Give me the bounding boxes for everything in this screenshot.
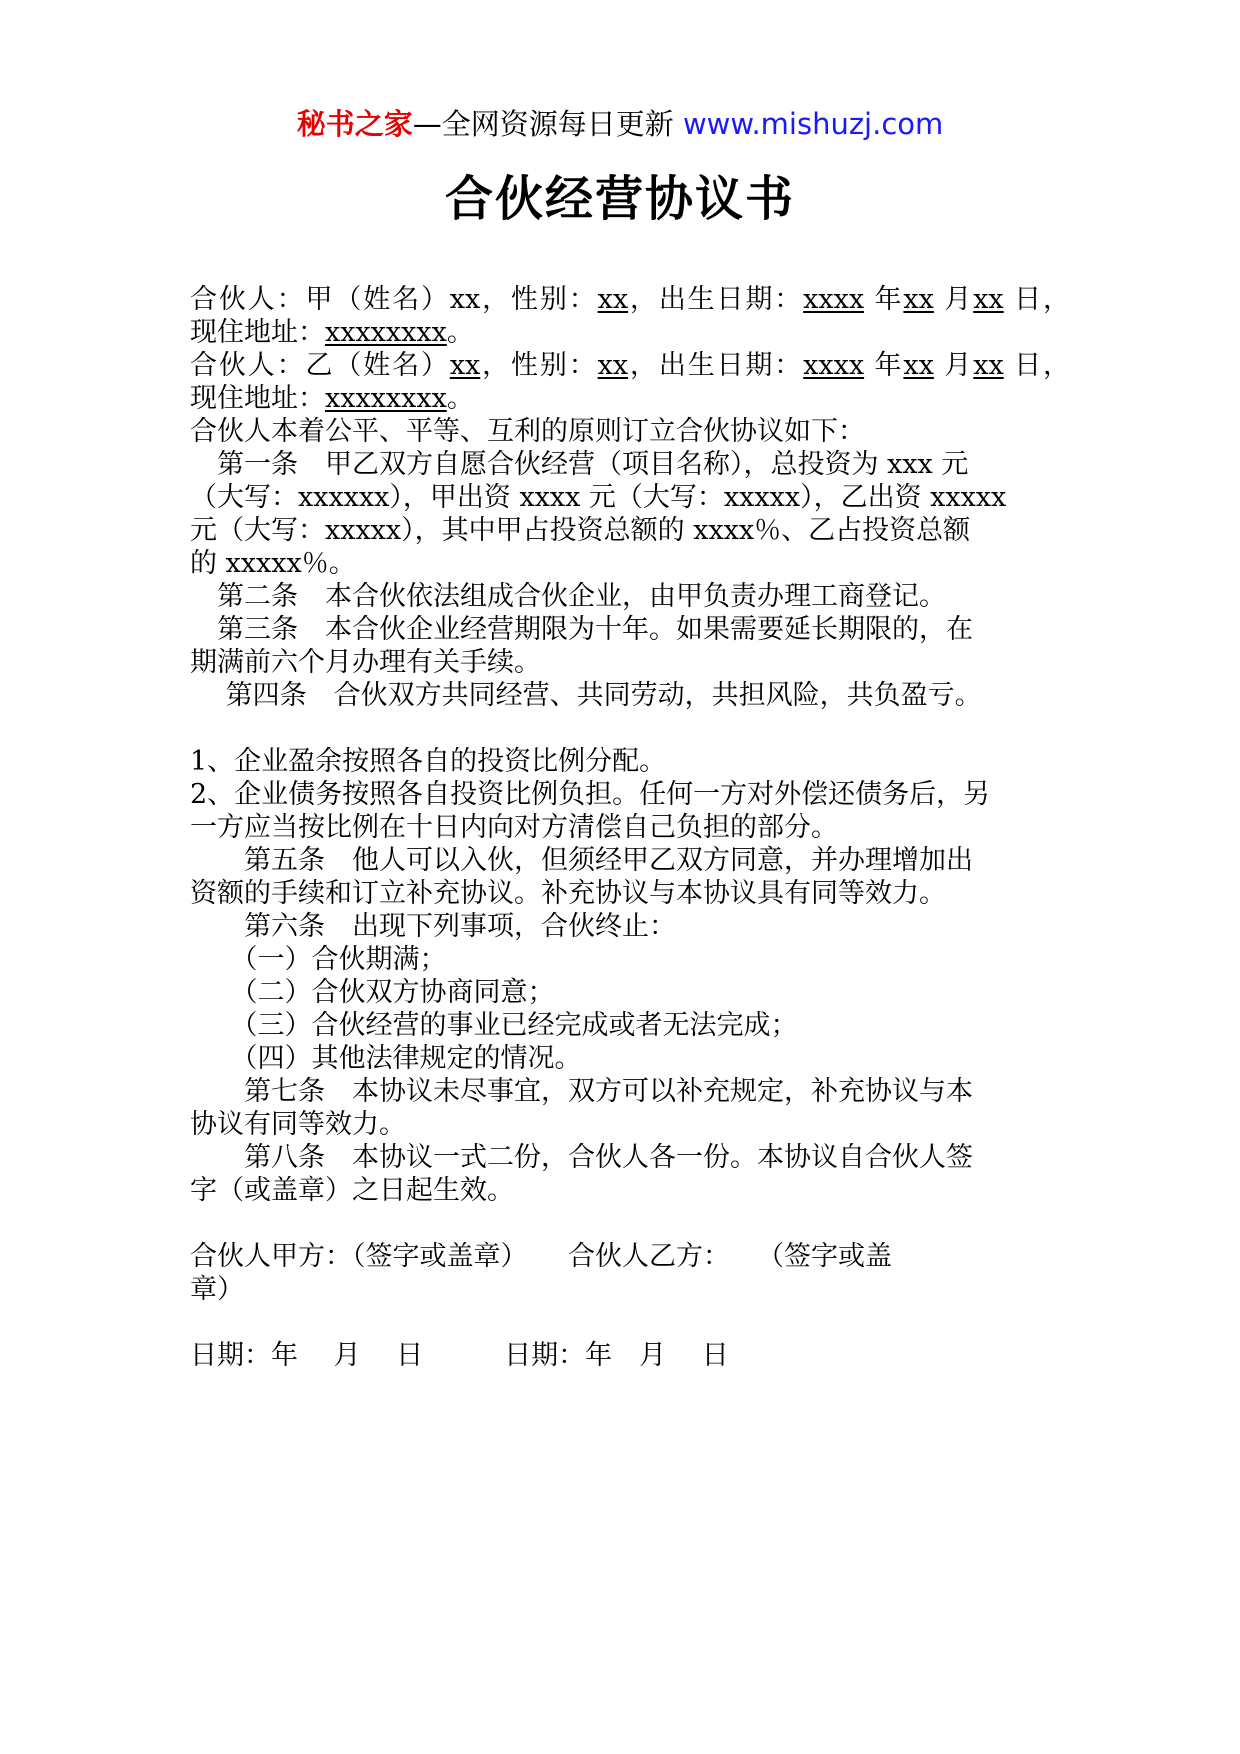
partner-b-name: xx (449, 350, 481, 381)
partner-b-label: 合伙人：乙（姓名） (190, 350, 450, 381)
termination-term: （四）其他法律规定的情况。 (190, 1043, 582, 1074)
profit-item: 1、企业盈余按照各自的投资比例分配。 (190, 746, 667, 777)
article-8-line: 第八条 本协议一式二份，合伙人各一份。本协议自合伙人签 (190, 1142, 973, 1173)
partner-a-gender: xx (597, 284, 629, 315)
article-1-line: 第一条 甲乙双方自愿合伙经营（项目名称），总投资为 xxx 元 (190, 449, 969, 480)
date-line: 日期：年 月 日 日期：年 月 日 (190, 1340, 729, 1371)
partner-b-gender-label: ，性别： (480, 350, 598, 381)
site-url-link[interactable]: www.mishuzj.com (682, 107, 944, 141)
partner-b-month-label: 月 (944, 350, 974, 381)
partner-a-address: xxxxxxxx (325, 317, 447, 348)
partner-b-address: xxxxxxxx (325, 383, 447, 414)
brand-name: 秘书之家 (296, 107, 413, 141)
partner-b-day: xx (973, 350, 1004, 381)
partner-b-day-label: 日， (1014, 350, 1071, 381)
partner-b-line (190, 349, 1070, 382)
article-1-line: （大写：xxxxxx），甲出资 xxxx 元（大写：xxxxx），乙出资 xxxxx (190, 482, 1007, 513)
article-7-line: 协议有同等效力。 (190, 1109, 406, 1140)
partner-a-year-label: 年 (874, 284, 904, 315)
blank-line (190, 1207, 1070, 1240)
blank-line (190, 712, 1070, 745)
partner-a-address-end: 。 (446, 317, 474, 348)
debt-item-line: 2、企业债务按照各自投资比例负担。任何一方对外偿还债务后，另 (190, 779, 991, 810)
partner-a-day-label: 日， (1014, 284, 1070, 315)
article-8-line: 字（或盖章）之日起生效。 (190, 1175, 514, 1206)
partner-a-address-line (190, 316, 1070, 349)
partner-b-birth-label: ，出生日期： (628, 350, 804, 381)
document-title: 合伙经营协议书 (444, 171, 795, 227)
partner-a-day: xx (973, 284, 1004, 315)
debt-item-line: 一方应当按比例在十日内向对方清偿自己负担的部分。 (190, 812, 838, 843)
partner-a-month-label: 月 (944, 284, 974, 315)
partner-b-month: xx (903, 350, 934, 381)
intro-paragraph: 合伙人本着公平、平等、互利的原则订立合伙协议如下： (190, 416, 865, 447)
signature-line: 合伙人甲方：（签字或盖章） 合伙人乙方： （签字或盖 (190, 1241, 892, 1272)
site-header (0, 102, 1240, 143)
article-3-line: 第三条 本合伙企业经营期限为十年。如果需要延长期限的，在 (190, 614, 973, 645)
partner-b-address-line (190, 382, 1070, 415)
partner-b-year: xxxx (803, 350, 865, 381)
partner-a-birth-label: ，出生日期： (628, 284, 804, 315)
partner-a-month: xx (903, 284, 934, 315)
partner-a-year: xxxx (803, 284, 865, 315)
article-3-line: 期满前六个月办理有关手续。 (190, 647, 541, 678)
partner-b-year-label: 年 (874, 350, 904, 381)
signature-line: 章） (190, 1274, 244, 1305)
partner-a-line (190, 283, 1070, 316)
header-tagline: —全网资源每日更新 (412, 107, 674, 141)
blank-line (190, 1306, 1070, 1339)
termination-term: （三）合伙经营的事业已经完成或者无法完成； (190, 1010, 798, 1041)
partner-b-address-label: 现住地址： (190, 383, 325, 414)
termination-term: （一）合伙期满； (190, 944, 447, 975)
article-5-line: 第五条 他人可以入伙，但须经甲乙双方同意，并办理增加出 (190, 845, 973, 876)
partner-a-label: 合伙人：甲（姓名）xx，性别： (190, 284, 598, 315)
partner-b-gender: xx (597, 350, 629, 381)
article-1-line: 的 xxxxx％。 (190, 548, 356, 579)
document-body (190, 283, 1070, 1372)
termination-term: （二）合伙双方协商同意； (190, 977, 555, 1008)
article-1-line: 元（大写：xxxxx），其中甲占投资总额的 xxxx％、乙占投资总额 (190, 515, 971, 546)
article-2: 第二条 本合伙依法组成合伙企业，由甲负责办理工商登记。 (190, 581, 946, 612)
article-4: 第四条 合伙双方共同经营、共同劳动，共担风险，共负盈亏。 (190, 680, 982, 711)
partner-a-address-label: 现住地址： (190, 317, 325, 348)
article-6: 第六条 出现下列事项，合伙终止： (190, 911, 676, 942)
article-5-line: 资额的手续和订立补充协议。补充协议与本协议具有同等效力。 (190, 878, 946, 909)
article-7-line: 第七条 本协议未尽事宜，双方可以补充规定，补充协议与本 (190, 1076, 973, 1107)
partner-b-address-end: 。 (446, 383, 474, 414)
